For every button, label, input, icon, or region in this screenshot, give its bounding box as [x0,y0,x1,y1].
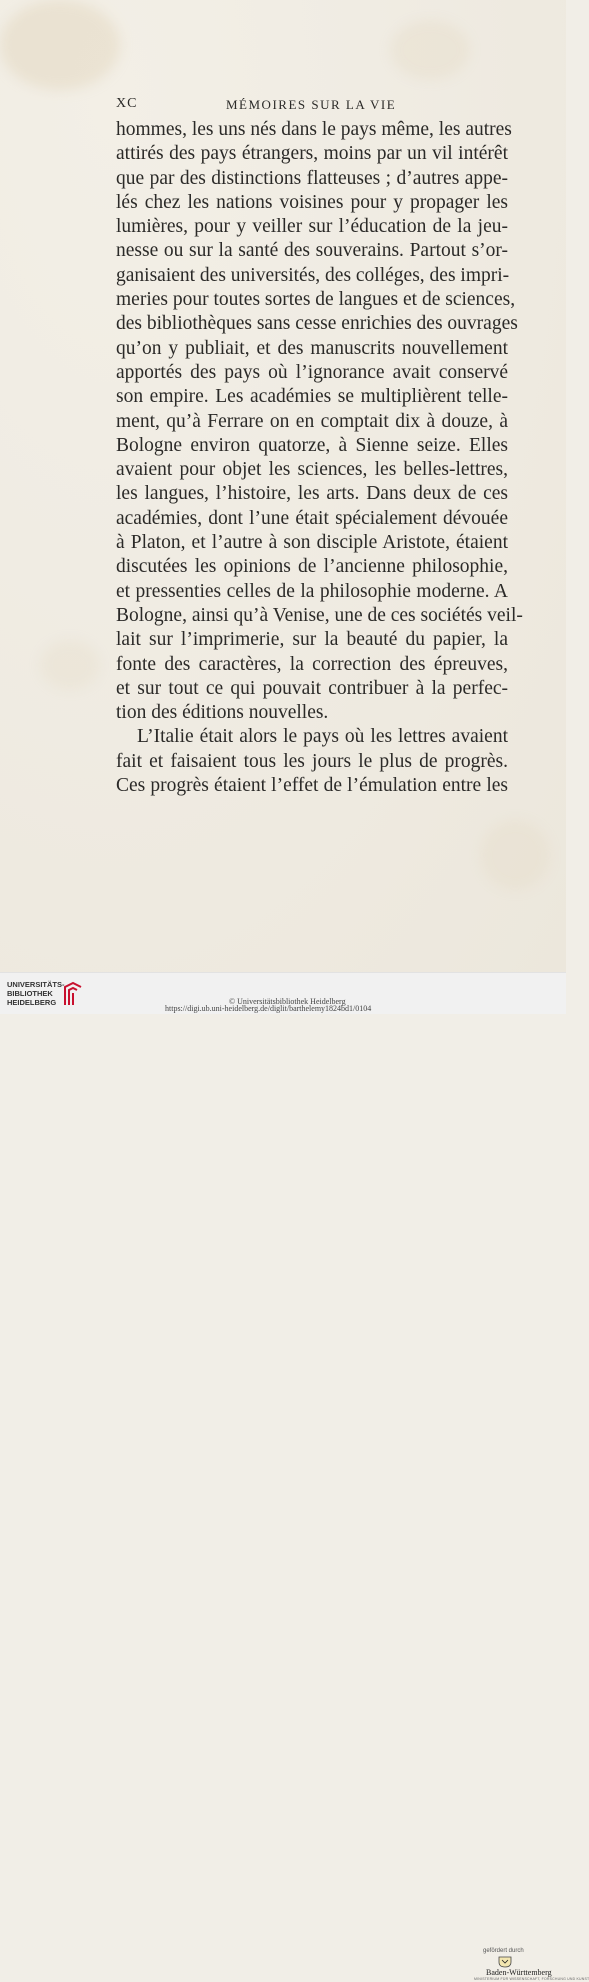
body-text [116,118,523,798]
library-mark-icon [63,981,83,1007]
text-line: et sur tout ce qui pouvait contribuer à la perfec- [116,677,508,699]
funder-subtitle: MINISTERIUM FÜR WISSENSCHAFT, FORSCHUNG UND KUNST [474,1977,589,1981]
library-name: UNIVERSITÄTS- BIBLIOTHEK HEIDELBERG [7,980,65,1007]
text-line: fonte des caractères, la correction des épreuves, [116,653,508,675]
copyright-notice: © Universitätsbibliothek Heidelberg [229,997,346,1006]
text-line: à Platon, et l’autre à son disciple Aristote, étaient [116,532,508,554]
text-line: ment, qu’à Ferrare on en comptait dix à douze, à [116,410,508,432]
paper-stain [390,20,470,80]
text-line: hommes, les uns nés dans le pays même, les autres [116,119,512,140]
text-line: L’Italie était alors le pays où les lettres avaient [137,726,508,748]
funder-logo[interactable] [462,1956,589,1982]
text-line: apportés des pays où l’ignorance avait conservé [116,361,508,383]
text-line: fait et faisaient tous les jours le plus de progrès. [116,750,508,772]
text-line: attirés des pays étrangers, moins par un vil intérêt [116,143,508,165]
page-folio: XC [116,96,138,111]
text-line: avaient pour objet les sciences, les belles-lettres, [116,459,508,481]
running-head-title: MÉMOIRES SUR LA VIE [226,97,397,112]
crest-icon [498,1956,512,1968]
text-line: Ces progrès étaient l’effet de l’émulation entre les [116,775,508,797]
text-line: et pressenties celles de la philosophie moderne. A [116,580,508,602]
funder-name: Baden-Württemberg [486,1968,552,1977]
text-line: des bibliothèques sans cesse enrichies des ouvrages [116,313,518,335]
permalink-url[interactable]: https://digi.ub.uni-heidelberg.de/diglit/barthelemy1824bd1/0104 [165,1004,372,1013]
text-line: Bologne environ quatorze, à Sienne seize. Elles [116,434,508,456]
text-line: meries pour toutes sortes de langues et de sciences, [116,289,516,311]
paper-stain [480,820,550,890]
paper-stain [40,640,100,690]
paper-stain [0,0,120,90]
running-head [116,96,508,116]
text-line: discutées les opinions de l’ancienne philosophie, [116,556,508,578]
text-line: tion des éditions nouvelles. [116,702,329,724]
text-line: son empire. Les académies se multiplièrent telle- [116,386,508,408]
scanned-page [0,0,566,972]
text-line: les langues, l’histoire, les arts. Dans deux de ces [116,483,508,505]
text-line: académies, dont l’une était spécialement dévouée [116,507,508,529]
text-line: que par des distinctions flatteuses ; d’autres appe- [116,167,508,189]
library-logo[interactable] [7,980,79,1010]
text-line: Bologne, ainsi qu’à Venise, une de ces sociétés veil- [116,604,523,626]
text-line: lumières, pour y veiller sur l’éducation de la jeu- [116,216,508,238]
text-line: nesse ou sur la santé des souverains. Partout s’or- [116,240,508,262]
text-line: lait sur l’imprimerie, sur la beauté du papier, la [116,629,508,651]
text-line: ganisaient des universités, des colléges, des impri- [116,264,510,286]
text-line: lés chez les nations voisines pour y propager les [116,191,508,213]
text-line: qu’on y publiait, et des manuscrits nouvellement [116,337,508,359]
funded-by-label: gefördert durch [483,1948,524,1954]
